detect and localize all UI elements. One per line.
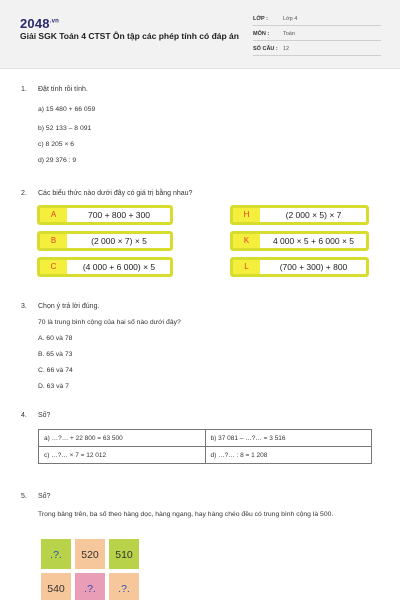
q2-option-b-expr: (2 000 × 7) × 5: [91, 236, 147, 246]
grid-cell-r2c3[interactable]: [108, 572, 140, 600]
q2-option-c-tag: C: [40, 260, 67, 274]
q4-text: Số?: [38, 412, 51, 419]
q2-option-c[interactable]: [37, 257, 173, 277]
table-row: [39, 430, 372, 447]
q3-option-c[interactable]: C. 66 và 74: [38, 367, 73, 374]
q3-option-d[interactable]: D. 63 và 7: [38, 383, 69, 390]
q2-option-h-expr: (2 000 × 5) × 7: [285, 210, 342, 220]
meta-count-label: SỐ CÂU :: [253, 46, 278, 52]
document-title: Giải SGK Toán 4 CTST Ôn tập các phép tính có đáp án: [20, 31, 239, 41]
q2-option-l-tag: L: [233, 260, 260, 274]
q1-number: 1.: [21, 86, 27, 93]
q4-cell-d: d) …?… : 8 = 1 208: [205, 447, 372, 464]
q5-number: 5.: [21, 493, 27, 500]
grid-cell-value: 540: [47, 583, 65, 595]
grid-cell-r2c1: [40, 572, 72, 600]
logo-text: 2048: [20, 16, 50, 31]
q2-option-l-expr: (700 + 300) + 800: [279, 262, 348, 272]
q1-text: Đặt tính rồi tính.: [38, 86, 88, 93]
q2-option-h[interactable]: [230, 205, 369, 225]
q2-number: 2.: [21, 190, 27, 197]
grid-cell-value: .?.: [118, 583, 130, 595]
q3-option-b[interactable]: B. 65 và 73: [38, 351, 73, 358]
q5-text: Số?: [38, 493, 51, 500]
q2-option-k-expr: 4 000 × 5 + 6 000 × 5: [272, 236, 355, 246]
q2-option-a-tag: A: [40, 208, 67, 222]
q2-option-k-tag: K: [233, 234, 260, 248]
q4-table: [38, 429, 372, 464]
q1-item-b: b) 52 133 – 8 091: [38, 125, 92, 132]
q2-option-k[interactable]: [230, 231, 369, 251]
q2-option-a-expr: 700 + 800 + 300: [88, 210, 150, 220]
grid-cell-r1c2: [74, 538, 106, 570]
q1-item-c: c) 8 205 × 6: [38, 141, 75, 148]
q2-text: Các biểu thức nào dưới đây có giá trị bằng nhau?: [38, 190, 193, 197]
q5-description: Trong bảng trên, ba số theo hàng dọc, hàng ngang, hay hàng chéo đều có trung bình cộng là 500.: [38, 511, 334, 518]
grid-cell-r1c1[interactable]: [40, 538, 72, 570]
meta-count-value: 12: [283, 46, 290, 52]
q4-cell-a: a) …?… + 22 800 = 63 500: [39, 430, 206, 447]
q3-prompt: 70 là trung bình cộng của hai số nào dưới đây?: [38, 319, 181, 326]
q2-option-c-expr: (4 000 + 6 000) × 5: [82, 262, 156, 272]
q2-option-a[interactable]: [37, 205, 173, 225]
grid-cell-r2c2[interactable]: [74, 572, 106, 600]
meta-subject-label: MÔN :: [253, 31, 270, 37]
logo-suffix: .vn: [49, 18, 60, 25]
q3-option-a[interactable]: A. 60 và 78: [38, 335, 73, 342]
q1-item-a: a) 15 480 + 66 059: [38, 106, 96, 113]
grid-cell-value: .?.: [84, 583, 96, 595]
q3-text: Chọn ý trả lời đúng.: [38, 303, 100, 310]
meta-subject: [253, 29, 381, 41]
meta-class-label: LỚP :: [253, 16, 268, 22]
q3-number: 3.: [21, 303, 27, 310]
q2-option-l[interactable]: [230, 257, 369, 277]
grid-cell-value: .?.: [50, 549, 62, 561]
meta-subject-value: Toán: [283, 31, 295, 37]
q4-cell-b: b) 37 081 – …?… = 3 516: [205, 430, 372, 447]
site-logo[interactable]: [20, 16, 59, 31]
grid-cell-value: 510: [115, 549, 133, 561]
meta-count: [253, 44, 381, 56]
q2-option-b[interactable]: [37, 231, 173, 251]
grid-cell-value: 520: [81, 549, 99, 561]
q2-option-b-tag: B: [40, 234, 67, 248]
worksheet-header: [0, 0, 400, 69]
grid-cell-r1c3: [108, 538, 140, 570]
q4-cell-c: c) …?… × 7 = 12 012: [39, 447, 206, 464]
meta-class-value: Lớp 4: [283, 16, 298, 22]
q4-number: 4.: [21, 412, 27, 419]
q2-option-h-tag: H: [233, 208, 260, 222]
q1-item-d: d) 29 376 : 9: [38, 157, 77, 164]
table-row: [39, 447, 372, 464]
meta-class: [253, 14, 381, 26]
